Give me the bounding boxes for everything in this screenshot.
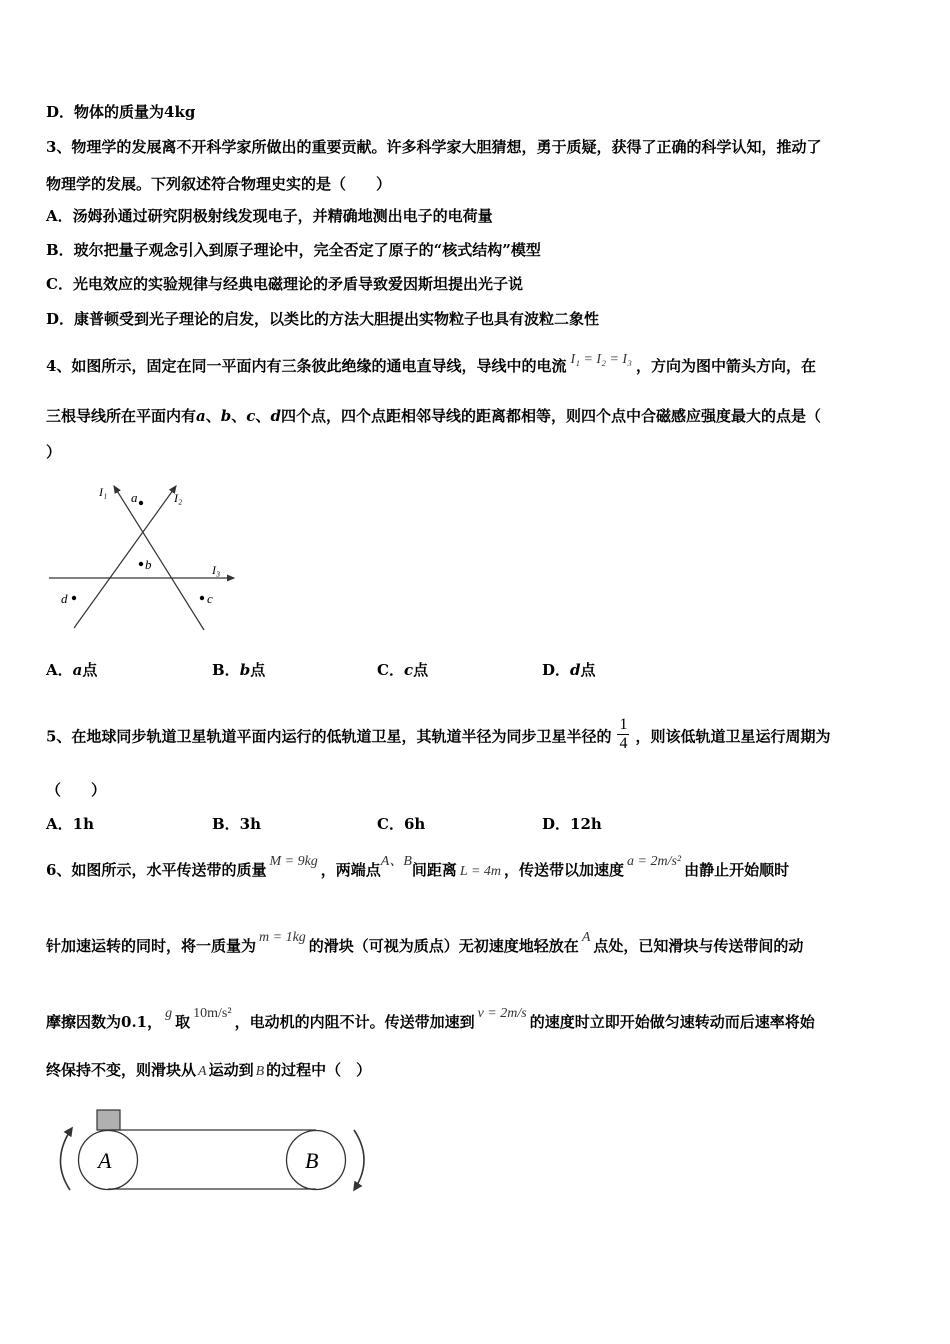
q6-text: 摩擦因数为0.1， xyxy=(46,1013,163,1031)
q5-text: 5、在地球同步轨道卫星轨道平面内运行的低轨道卫星，其轨道半径为同步卫星半径的 xyxy=(46,727,612,746)
option-prefix: D． xyxy=(542,661,571,679)
label-b: b xyxy=(145,557,152,572)
point-a: A xyxy=(581,930,591,945)
option-suffix: 点 xyxy=(250,661,266,679)
q6-text: 6、如图所示，水平传送带的质量 xyxy=(46,861,267,879)
point-c xyxy=(200,596,204,600)
rotation-arrow-right xyxy=(354,1130,364,1190)
q5-text: ，则该低轨道卫星运行周期为 xyxy=(635,727,831,746)
label-i2: I₂ xyxy=(174,491,183,505)
q2-option-d: D．物体的质量为4kg xyxy=(46,103,196,121)
q5-option-b: B．3h xyxy=(212,815,262,833)
q6-text: 的滑块（可视为质点）无初速度地轻放在 xyxy=(308,937,579,955)
q6-text: ，传送带以加速度 xyxy=(504,861,625,879)
q4-option-b xyxy=(212,660,265,680)
q5-stem-line1 xyxy=(46,716,831,756)
q6-text: ，电动机的内阻不计。传送带加速到 xyxy=(234,1013,475,1031)
q3-stem-line1: 3、物理学的发展离不开科学家所做出的重要贡献。许多科学家大胆猜想，勇于质疑，获得了正确的科学认知，推动了 xyxy=(46,138,822,156)
q3-option-b: B．玻尔把量子观念引入到原子理论中，完全否定了原子的“核式结构”模型 xyxy=(46,241,541,259)
q5-option-d: D．12h xyxy=(542,815,602,833)
q4-stem-line2 xyxy=(46,406,821,426)
option-prefix: A． xyxy=(46,661,73,679)
option-prefix: C． xyxy=(377,661,404,679)
q6-text: 间距离 xyxy=(411,861,457,879)
q6-text: 针加速运转的同时，将一质量为 xyxy=(46,937,257,955)
label-i3: I₃ xyxy=(212,563,221,577)
q6-text: ，两端点 xyxy=(320,861,381,879)
q6-text: 的过程中（ ） xyxy=(266,1061,372,1079)
q4-text: 四个点，四个点距相邻导线的距离都相等，则四个点中合磁感应强度最大的点是（ xyxy=(280,407,821,425)
q4-current-equation: I₁ = I₂ = I₃ xyxy=(570,352,632,367)
point-a: A xyxy=(198,1064,207,1079)
q3-option-d: D．康普顿受到光子理论的启发，以类比的方法大胆提出实物粒子也具有波粒二象性 xyxy=(46,310,600,328)
q3-stem-line2: 物理学的发展。下列叙述符合物理史实的是（ ） xyxy=(46,175,392,193)
q3-option-a: A．汤姆孙通过研究阴极射线发现电子，并精确地测出电子的电荷量 xyxy=(46,207,493,225)
endpoints: A、B xyxy=(380,854,412,869)
point-label: d xyxy=(270,407,281,425)
fraction-numerator: 1 xyxy=(619,716,628,733)
q6-stem-line2 xyxy=(46,930,804,958)
point-a xyxy=(139,501,143,505)
point-b xyxy=(139,562,143,566)
distance: L = 4m xyxy=(459,864,502,879)
label-i1: I₁ xyxy=(99,485,108,499)
q5-option-a: A．1h xyxy=(46,815,94,833)
q4-text: 4、如图所示，固定在同一平面内有三条彼此绝缘的通电直导线，导线中的电流 xyxy=(46,357,567,375)
q4-option-a xyxy=(46,660,97,680)
option-point: a xyxy=(72,661,83,679)
q6-text: 的速度时立即开始做匀速转动而后速率将始 xyxy=(529,1013,815,1031)
q4-option-c xyxy=(377,660,428,680)
option-suffix: 点 xyxy=(580,661,596,679)
q6-text: 取 xyxy=(175,1013,191,1031)
q6-text: 运动到 xyxy=(208,1061,254,1079)
mass-block: m = 1kg xyxy=(259,930,306,945)
option-suffix: 点 xyxy=(413,661,429,679)
option-suffix: 点 xyxy=(82,661,98,679)
rotation-arrow-left xyxy=(60,1128,72,1190)
fraction xyxy=(617,716,629,753)
option-point: d xyxy=(570,661,581,679)
velocity: v = 2m/s xyxy=(477,1006,527,1021)
mass-belt: M = 9kg xyxy=(269,854,318,869)
q4-option-d xyxy=(542,660,596,680)
q4-text: ，方向为图中箭头方向，在 xyxy=(635,357,816,375)
option-prefix: B． xyxy=(212,661,240,679)
q5-option-c: C．6h xyxy=(377,815,426,833)
q3-option-c: C．光电效应的实验规律与经典电磁理论的矛盾导致爱因斯坦提出光子说 xyxy=(46,275,523,293)
q4-stem-line1 xyxy=(46,352,816,378)
slider-block xyxy=(97,1110,120,1130)
point-b: B xyxy=(255,1064,265,1079)
q5-stem-line2: （ ） xyxy=(46,781,107,799)
pulley-a-label: A xyxy=(98,1148,112,1173)
separator: 、 xyxy=(255,407,271,425)
q6-text: 点处，已知滑块与传送带间的动 xyxy=(593,937,804,955)
point-label: b xyxy=(220,407,232,425)
point-d xyxy=(72,596,76,600)
gravity-value: 10m/s² xyxy=(193,1006,232,1021)
pulley-b-label: B xyxy=(305,1148,319,1173)
q4-wire-figure xyxy=(44,478,244,638)
option-point: c xyxy=(403,661,414,679)
q4-stem-line3: ） xyxy=(46,443,62,461)
q6-conveyor-figure xyxy=(52,1102,382,1202)
wire-i1 xyxy=(114,486,204,630)
wire-i2 xyxy=(74,486,176,628)
label-a: a xyxy=(131,490,138,505)
q6-text: 由静止开始顺时 xyxy=(684,861,790,879)
label-c: c xyxy=(207,591,213,606)
separator: 、 xyxy=(205,407,221,425)
q6-stem-line1 xyxy=(46,854,790,882)
separator: 、 xyxy=(231,407,247,425)
q4-text: 三根导线所在平面内有 xyxy=(46,407,197,425)
acceleration: a = 2m/s² xyxy=(627,854,682,869)
label-d: d xyxy=(61,591,68,606)
point-label: c xyxy=(246,407,256,425)
q6-stem-line4 xyxy=(46,1060,371,1082)
option-point: b xyxy=(239,661,251,679)
point-label: a xyxy=(196,407,206,425)
q6-stem-line3 xyxy=(46,1006,815,1034)
q6-text: 终保持不变，则滑块从 xyxy=(46,1061,197,1079)
gravity-symbol: g xyxy=(165,1006,173,1021)
fraction-denominator: 4 xyxy=(619,735,628,752)
